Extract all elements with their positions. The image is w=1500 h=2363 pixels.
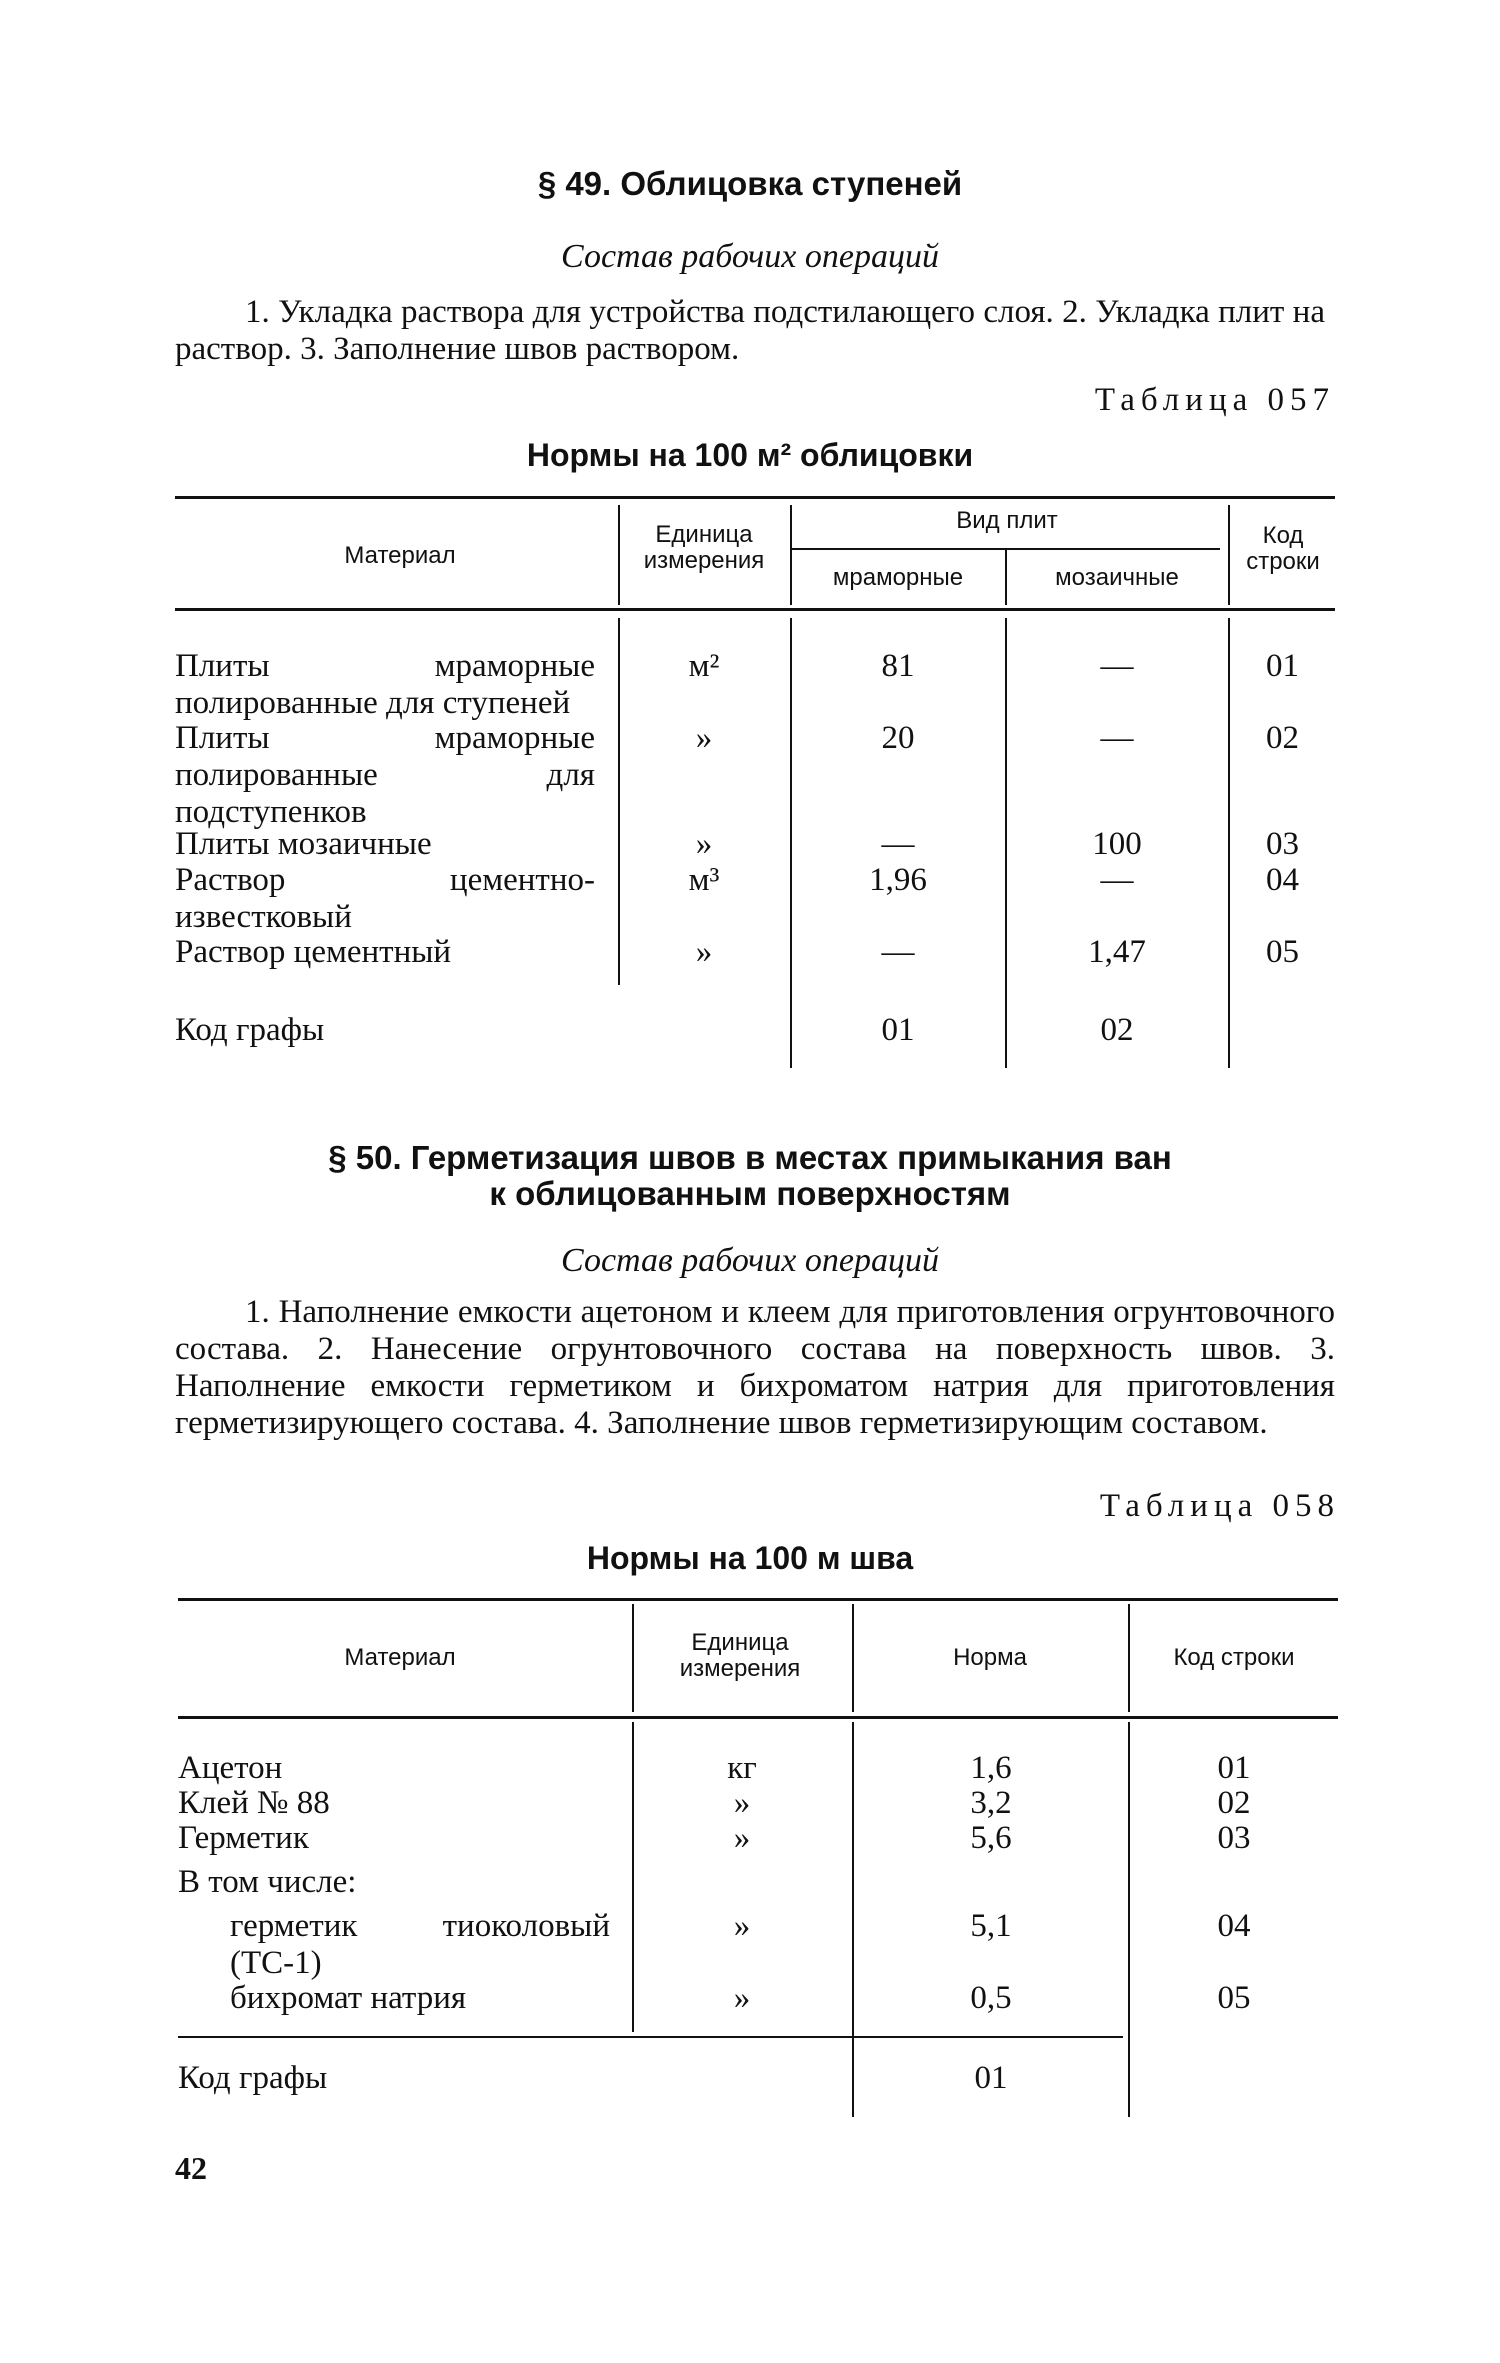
table-057-row-mosaic: — <box>1100 648 1134 684</box>
table-058-row-code: 03 <box>1217 1820 1251 1856</box>
table-057-row-unit: м³ <box>688 862 720 898</box>
table-057-row-material: Плиты мраморные полированные для ступеней <box>175 648 595 721</box>
section-50-text: 1. Наполнение емкости ацетоном и клеем для приготовления огрунтовочного состава. 2. Нанесение огрунтовочного состава на поверхность швов. 3. Наполнение емкости герметиком и бихроматом натрия для приготовления герметизирующего состава. 4. Заполнение швов герметизирующим составом. <box>175 1294 1335 1441</box>
table-058-header-rule <box>178 1716 1338 1719</box>
table-057-header-marble: мраморные <box>832 564 964 591</box>
table-058-col-divider <box>852 1604 854 1712</box>
table-057-row-code: 02 <box>1266 720 1299 756</box>
table-058-row-unit: » <box>733 1980 751 2016</box>
table-058-row-material: Клей № 88 <box>178 1785 330 1821</box>
section-50-title-line1: § 50. Герметизация швов в местах примыкания ван <box>328 1139 1172 1176</box>
table-057-row-marble: — <box>881 826 915 862</box>
table-057-row-material: Раствор цементно-известковый <box>175 862 595 935</box>
table-058-row-material: Ацетон <box>178 1750 283 1786</box>
table-058-footer-norm: 01 <box>974 2060 1008 2096</box>
table-057-header-rule <box>175 608 1335 611</box>
section-50-subtitle: Состав рабочих операций <box>561 1242 939 1279</box>
table-058-header-unit: Единица измерения <box>679 1629 801 1682</box>
table-057-row-code: 03 <box>1266 826 1299 862</box>
table-057-top-rule <box>175 496 1335 499</box>
table-058-row-unit: кг <box>727 1750 757 1786</box>
table-058-col-divider <box>632 1604 634 1712</box>
table-058-row-code: 05 <box>1217 1980 1251 2016</box>
table-058-row-norm: 5,1 <box>970 1908 1012 1944</box>
table-058-title: Нормы на 100 м шва <box>586 1540 914 1576</box>
table-057-footer-marble: 01 <box>881 1012 915 1048</box>
table-057-row-marble: — <box>881 934 915 970</box>
table-057-footer-mosaic: 02 <box>1100 1012 1134 1048</box>
table-057-row-mosaic: 1,47 <box>1088 934 1146 970</box>
table-058-row-norm: 1,6 <box>970 1750 1012 1786</box>
table-058-row-material: Герметик <box>178 1820 309 1856</box>
section-49-subtitle: Состав рабочих операций <box>561 238 939 275</box>
table-058-col-divider <box>852 1722 854 2117</box>
table-057-row-marble: 81 <box>881 648 915 684</box>
table-058-row-norm: 5,6 <box>970 1820 1012 1856</box>
table-057-header-code: Код строки <box>1246 522 1320 575</box>
table-058-header-material: Материал <box>344 1644 456 1671</box>
section-49-text: 1. Укладка раствора для устройства подстилающего слоя. 2. Укладка плит на раствор. 3. Заполнение швов раствором. <box>175 294 1325 367</box>
table-057-row-unit: » <box>695 826 713 862</box>
table-057-row-unit: » <box>695 934 713 970</box>
table-057-row-code: 05 <box>1266 934 1299 970</box>
table-058-row-code: 02 <box>1217 1785 1251 1821</box>
section-50-title-line2: к облицованным поверхностям <box>489 1175 1011 1212</box>
table-057-row-mosaic: — <box>1100 720 1134 756</box>
table-057-header-unit: Единица измерения <box>643 521 765 574</box>
table-058-row-unit: » <box>733 1820 751 1856</box>
table-057-row-marble: 1,96 <box>869 862 927 898</box>
table-057-col-divider <box>1228 505 1230 605</box>
table-057-label: Таблица 057 <box>1094 382 1335 418</box>
table-058-row-code: 01 <box>1217 1750 1251 1786</box>
table-057-row-code: 04 <box>1266 862 1299 898</box>
table-058-row-material: В том числе: <box>178 1864 357 1900</box>
table-057-row-code: 01 <box>1266 648 1299 684</box>
table-058-row-norm: 3,2 <box>970 1785 1012 1821</box>
table-057-row-unit: м² <box>688 648 720 684</box>
table-058-row-material: герметик тиоколовый (ТС-1) <box>230 1908 610 1981</box>
table-057-row-material: Раствор цементный <box>175 934 452 970</box>
table-057-header-type: Вид плит <box>956 507 1058 534</box>
table-057-footer-label: Код графы <box>175 1012 325 1048</box>
table-058-row-material: бихромат натрия <box>230 1980 467 2016</box>
table-057-header-mosaic: мозаичные <box>1055 564 1179 591</box>
table-058-row-unit: » <box>733 1785 751 1821</box>
table-057-row-mosaic: — <box>1100 862 1134 898</box>
table-058-top-rule <box>178 1598 1338 1601</box>
table-057-row-marble: 20 <box>881 720 915 756</box>
table-058-footer-rule <box>178 2036 1123 2038</box>
table-057-row-unit: » <box>695 720 713 756</box>
table-058-row-code: 04 <box>1217 1908 1251 1944</box>
table-058-row-unit: » <box>733 1908 751 1944</box>
table-057-title: Нормы на 100 м² облицовки <box>526 437 974 473</box>
table-058-header-norm: Норма <box>953 1644 1027 1671</box>
table-058-header-code: Код строки <box>1173 1644 1295 1671</box>
table-058-footer-label: Код графы <box>178 2060 328 2096</box>
table-057-row-material: Плиты мраморные полированные для подступенков <box>175 720 595 830</box>
page-number: 42 <box>175 2150 207 2186</box>
section-49-title: § 49. Облицовка ступеней <box>537 165 963 202</box>
table-057-header-material: Материал <box>344 542 456 569</box>
table-057-row-mosaic: 100 <box>1092 826 1142 862</box>
table-057-row-material: Плиты мозаичные <box>175 826 432 862</box>
table-058-row-norm: 0,5 <box>970 1980 1012 2016</box>
table-058-label: Таблица 058 <box>1099 1488 1340 1524</box>
